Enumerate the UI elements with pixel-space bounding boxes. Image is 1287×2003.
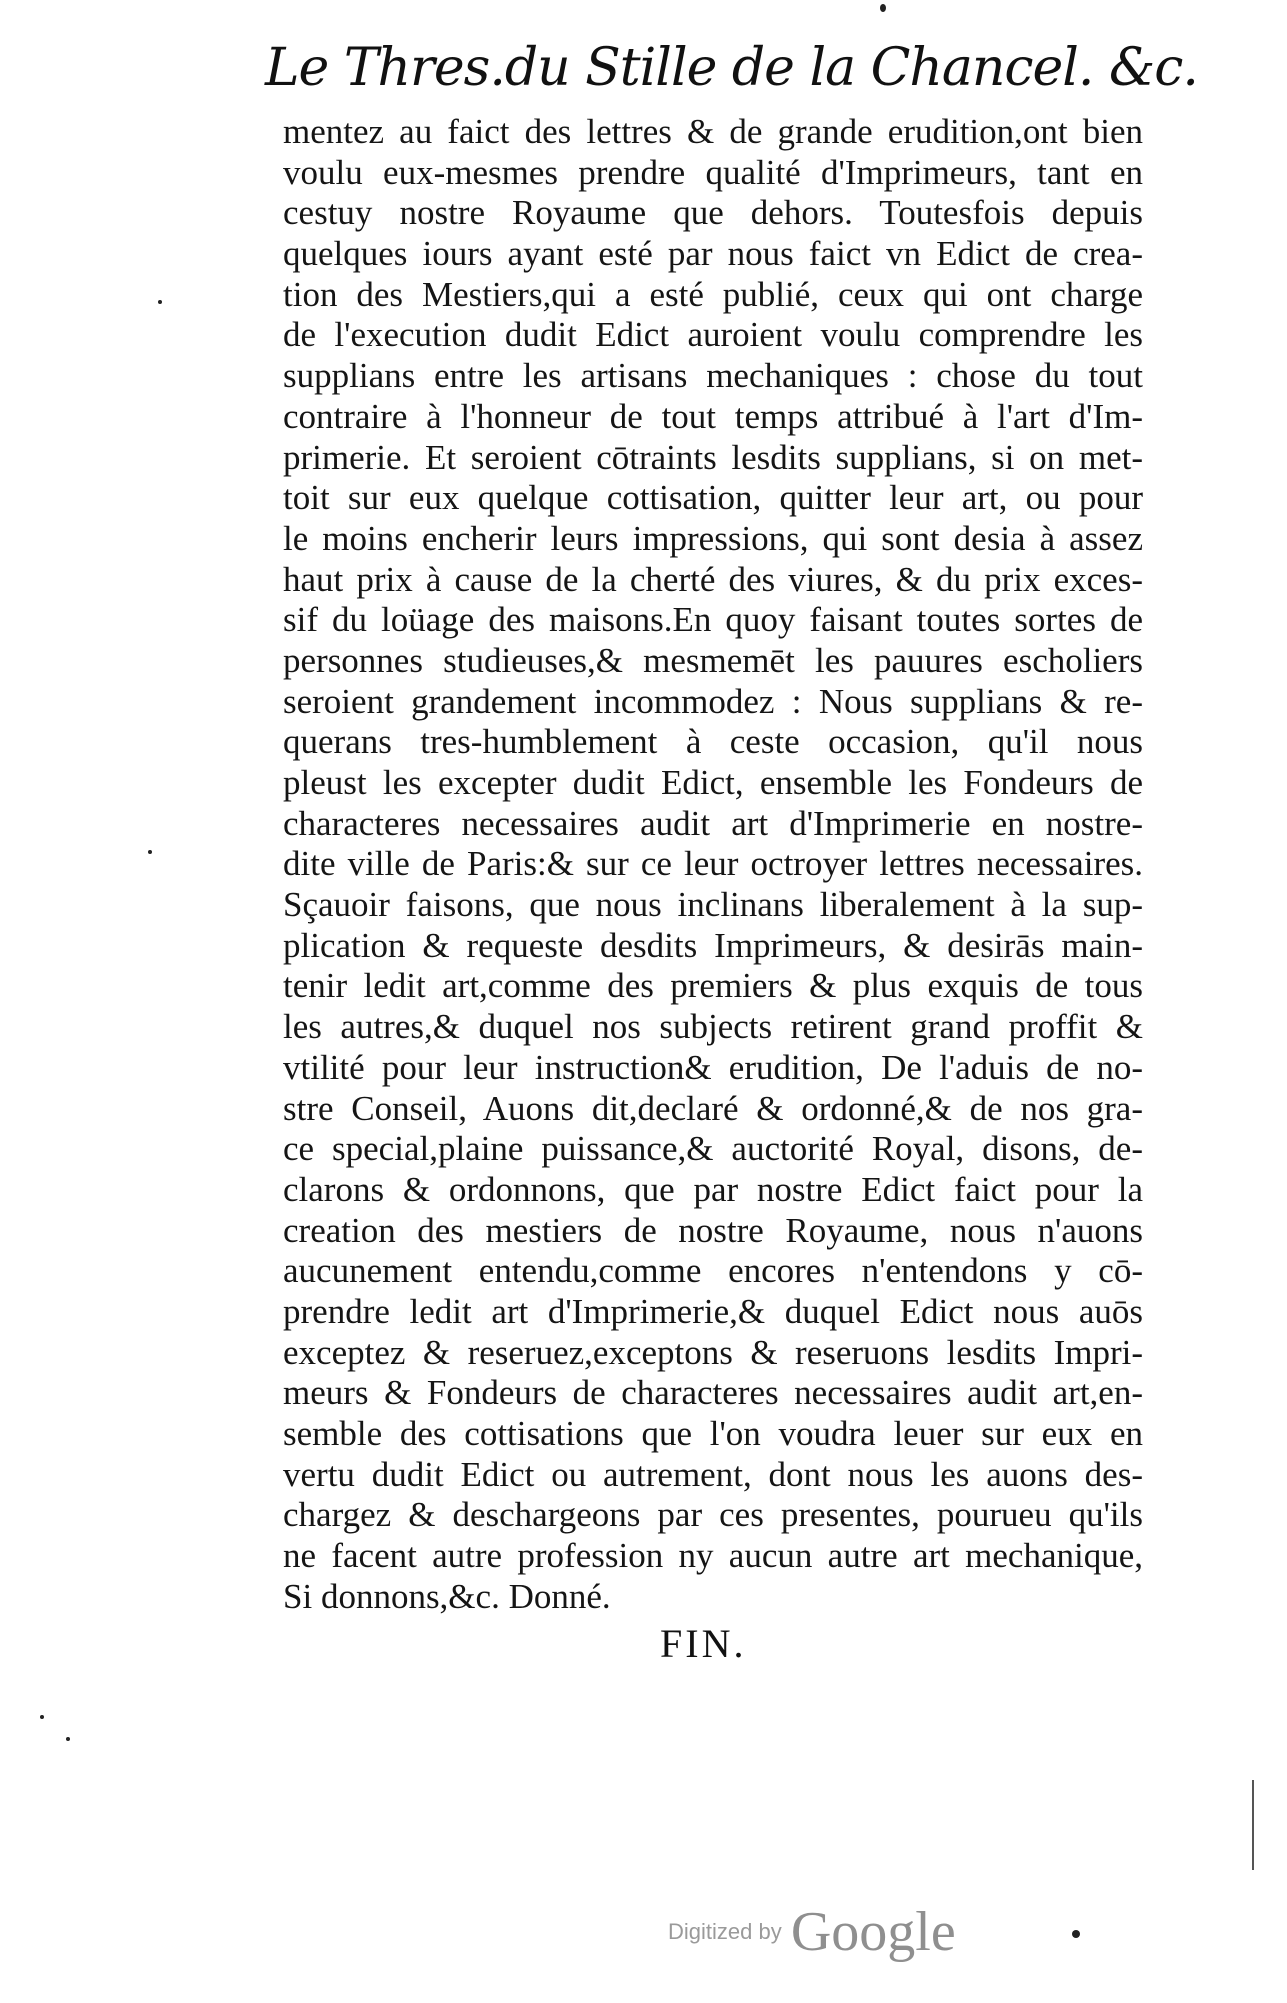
running-title: Le Thres.du Stille de la Chancel. &c. bbox=[265, 38, 1198, 98]
text-line: primerie. Et seroient cōtraints lesdits supplians, si on met- bbox=[283, 437, 1143, 477]
scan-speck bbox=[158, 300, 162, 304]
watermark-brand: Google bbox=[790, 1901, 956, 1963]
text-line: vtilité pour leur instruction& erudition, De l'aduis de no- bbox=[283, 1047, 1143, 1087]
text-line: de l'execution dudit Edict auroient voulu comprendre les bbox=[283, 315, 1143, 355]
body-text bbox=[283, 112, 1143, 1617]
scan-edge-line bbox=[1252, 1780, 1254, 1870]
text-line: meurs & Fondeurs de characteres necessaires audit art,en- bbox=[283, 1373, 1143, 1413]
text-line: prendre ledit art d'Imprimerie,& duquel Edict nous auōs bbox=[283, 1291, 1143, 1331]
text-line: le moins encherir leurs impressions, qui sont desia à assez bbox=[283, 518, 1143, 558]
text-line: pleust les excepter dudit Edict, ensemble les Fondeurs de bbox=[283, 763, 1143, 802]
fin-mark: FIN. bbox=[660, 1621, 747, 1666]
digitized-watermark bbox=[668, 1900, 956, 1964]
text-line: stre Conseil, Auons dit,declaré & ordonné,& de nos gra- bbox=[283, 1088, 1143, 1128]
text-line: chargez & deschargeons par ces presentes, pourueu qu'ils bbox=[283, 1495, 1143, 1535]
text-line: sif du loüage des maisons.En quoy faisant toutes sortes de bbox=[283, 600, 1143, 640]
text-line: mentez au faict des lettres & de grande erudition,ont bien bbox=[283, 112, 1143, 151]
text-line: tion des Mestiers,qui a esté publié, ceux qui ont charge bbox=[283, 274, 1143, 314]
text-line: vertu dudit Edict ou autrement, dont nous les auons des- bbox=[283, 1454, 1143, 1494]
text-line: tenir ledit art,comme des premiers & plus exquis de tous bbox=[283, 966, 1143, 1006]
text-line: Si donnons,&c. Donné. bbox=[283, 1576, 611, 1616]
text-line: plication & requeste desdits Imprimeurs, & desirās main- bbox=[283, 925, 1143, 965]
scan-speck bbox=[1072, 1930, 1080, 1938]
text-line: clarons & ordonnons, que par nostre Edict faict pour la bbox=[283, 1169, 1143, 1209]
text-line: characteres necessaires audit art d'Imprimerie en nostre- bbox=[283, 803, 1143, 843]
scan-speck bbox=[148, 850, 152, 854]
text-line: haut prix à cause de la cherté des viures, & du prix exces- bbox=[283, 559, 1143, 599]
text-line: exceptez & reseruez,exceptons & reseruons lesdits Impri- bbox=[283, 1332, 1143, 1372]
watermark-prefix: Digitized by bbox=[668, 1919, 782, 1944]
text-line: voulu eux-mesmes prendre qualité d'Imprimeurs, tant en bbox=[283, 152, 1143, 192]
text-line: aucunement entendu,comme encores n'entendons y cō- bbox=[283, 1251, 1143, 1291]
text-line: Sçauoir faisons, que nous inclinans liberalement à la sup- bbox=[283, 885, 1143, 925]
text-line: cestuy nostre Royaume que dehors. Toutesfois depuis bbox=[283, 193, 1143, 233]
scan-speck bbox=[66, 1737, 70, 1741]
text-line: semble des cottisations que l'on voudra leuer sur eux en bbox=[283, 1414, 1143, 1453]
text-line: creation des mestiers de nostre Royaume, nous n'auons bbox=[283, 1210, 1143, 1250]
text-line: les autres,& duquel nos subjects retirent grand proffit & bbox=[283, 1007, 1143, 1047]
text-line: contraire à l'honneur de tout temps attribué à l'art d'Im- bbox=[283, 396, 1143, 436]
scan-speck bbox=[880, 4, 886, 12]
scan-speck bbox=[40, 1715, 44, 1719]
text-line: toit sur eux quelque cottisation, quitter leur art, ou pour bbox=[283, 478, 1143, 518]
text-line: personnes studieuses,& mesmemēt les pauures escholiers bbox=[283, 640, 1143, 680]
text-line: seroient grandement incommodez : Nous supplians & re- bbox=[283, 681, 1143, 721]
text-line: supplians entre les artisans mechaniques : chose du tout bbox=[283, 356, 1143, 396]
text-line: quelques iours ayant esté par nous faict vn Edict de crea- bbox=[283, 234, 1143, 274]
text-line: querans tres-humblement à ceste occasion, qu'il nous bbox=[283, 722, 1143, 762]
text-line: dite ville de Paris:& sur ce leur octroyer lettres necessaires. bbox=[283, 844, 1143, 884]
text-line: ce special,plaine puissance,& auctorité Royal, disons, de- bbox=[283, 1129, 1143, 1169]
text-line: ne facent autre profession ny aucun autre art mechanique, bbox=[283, 1536, 1143, 1576]
